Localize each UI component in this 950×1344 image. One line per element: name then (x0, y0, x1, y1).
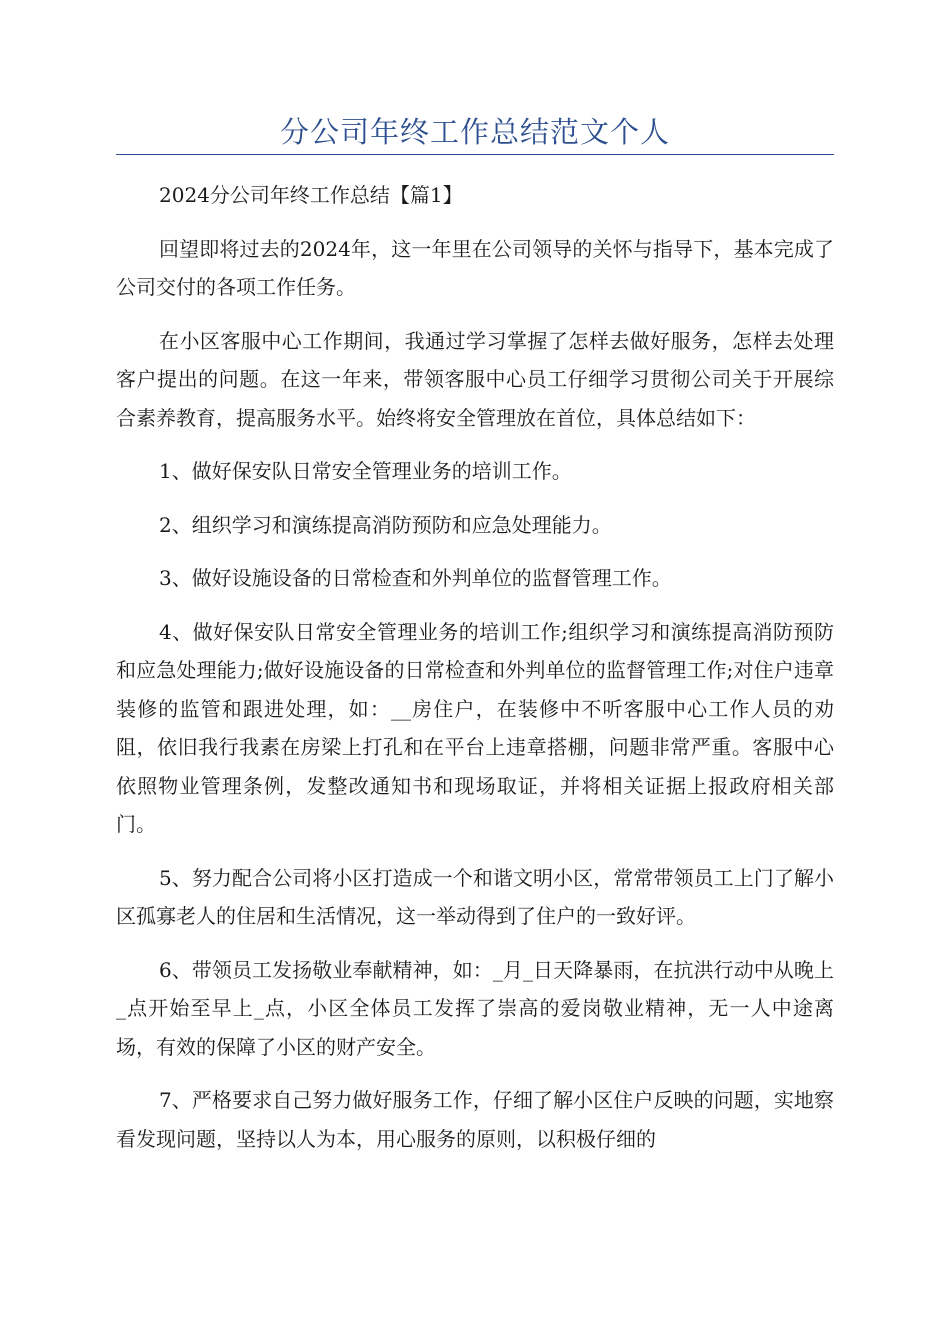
paragraph-overview: 在小区客服中心工作期间，我通过学习掌握了怎样去做好服务，怎样去处理客户提出的问题。在这一年来，带领客服中心员工仔细学习贯彻公司关于开展综合素养教育，提高服务水平。始终将安全管理放在首位，具体总结如下： (116, 328, 834, 430)
document-body (116, 176, 834, 1173)
section-heading: 2024分公司年终工作总结【篇1】 (159, 183, 463, 207)
list-item-7: 7、严格要求自己努力做好服务工作，仔细了解小区住户反映的问题，实地察看发现问题，坚持以人为本，用心服务的原则，以积极仔细的 (116, 1088, 834, 1151)
list-item-5: 5、努力配合公司将小区打造成一个和谐文明小区，常常带领员工上门了解小区孤寡老人的住居和生活情况，这一举动得到了住户的一致好评。 (116, 865, 834, 928)
paragraph-intro: 回望即将过去的2024年，这一年里在公司领导的关怀与指导下，基本完成了公司交付的各项工作任务。 (116, 236, 834, 299)
list-item-2: 2、组织学习和演练提高消防预防和应急处理能力。 (159, 512, 612, 537)
list-item-4: 4、做好保安队日常安全管理业务的培训工作;组织学习和演练提高消防预防和应急处理能力;做好设施设备的日常检查和外判单位的监督管理工作;对住户违章装修的监管和跟进处理，如：__房住户，在装修中不听客服中心工作人员的劝阻，依旧我行我素在房梁上打孔和在平台上违章搭棚，问题非常严重。客服中心依照物业管理条例，发整改通知书和现场取证，并将相关证据上报政府相关部门。 (116, 619, 834, 836)
list-item-1: 1、做好保安队日常安全管理业务的培训工作。 (159, 459, 572, 483)
page-title: 分公司年终工作总结范文个人 (279, 115, 670, 149)
list-item-6: 6、带领员工发扬敬业奉献精神，如：_月_日天降暴雨，在抗洪行动中从晚上_点开始至早上_点，小区全体员工发挥了崇高的爱岗敬业精神，无一人中途离场，有效的保障了小区的财产安全。 (116, 957, 834, 1059)
list-item-3: 3、做好设施设备的日常检查和外判单位的监督管理工作。 (159, 566, 672, 590)
title-underline (116, 154, 834, 155)
